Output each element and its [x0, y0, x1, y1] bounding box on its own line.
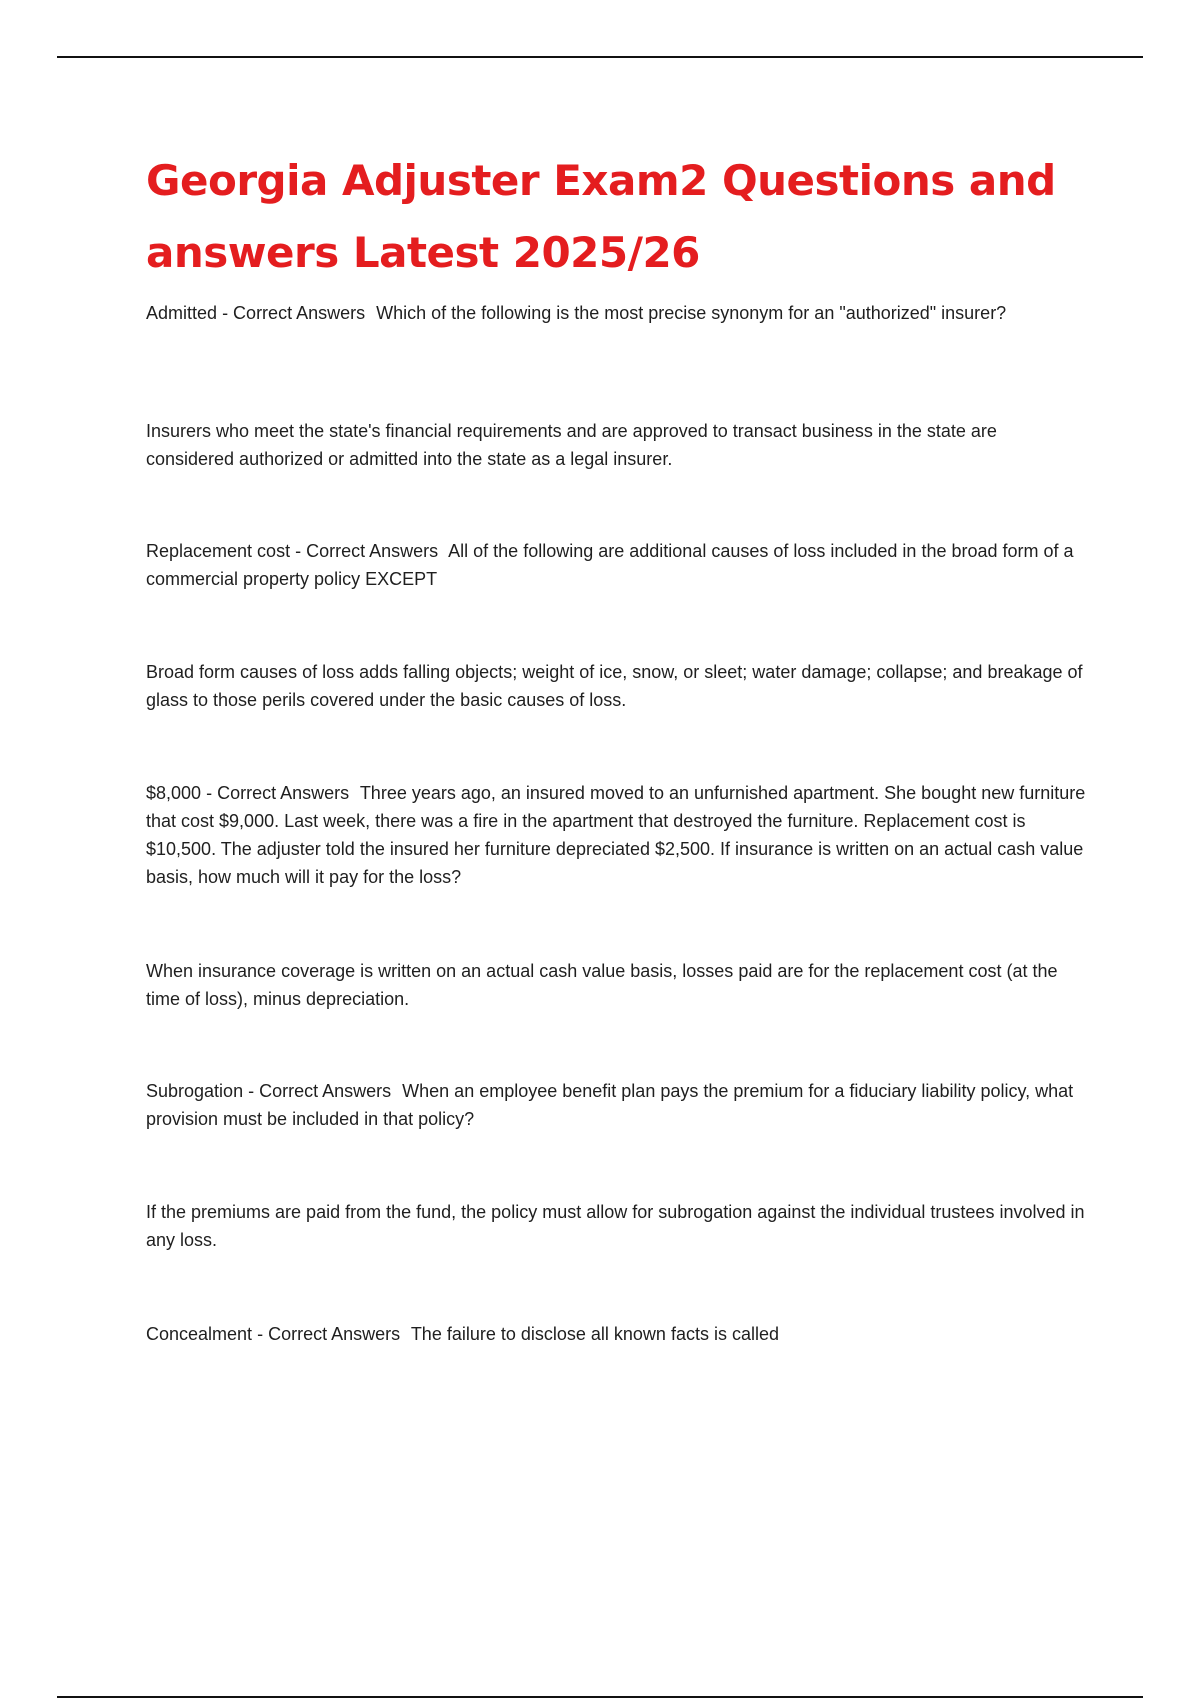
answer-text: $8,000: [146, 783, 202, 803]
qa-entry-2-question-line: [146, 537, 1086, 593]
qa-entry-4-question-line: [146, 1077, 1086, 1133]
document-title: Georgia Adjuster Exam2 Questions and answers Latest 2025/26: [146, 156, 1056, 277]
qa-entry-2-explanation: [146, 658, 1086, 714]
correct-answers-marker: - Correct Answers: [295, 541, 439, 561]
correct-answers-marker: - Correct Answers: [222, 303, 366, 323]
answer-text: Admitted: [146, 303, 218, 323]
qa-entry-5: [146, 1320, 1086, 1348]
qa-entry-4-explanation: [146, 1198, 1086, 1254]
qa-entry-1-question-line: [146, 299, 1086, 327]
qa-entry-4: [146, 1077, 1086, 1133]
qa-entry-3: [146, 779, 1086, 891]
top-rule: [57, 56, 1143, 58]
question-text: The failure to disclose all known facts is called: [410, 1324, 779, 1344]
bottom-rule: [57, 1696, 1143, 1698]
explanation-text: Broad form causes of loss adds falling objects; weight of ice, snow, or sleet; water damage; collapse; and breakage of glass to those perils covered under the basic causes of loss.: [146, 662, 1083, 710]
correct-answers-marker: - Correct Answers: [206, 783, 350, 803]
question-text: Three years ago, an insured moved to an unfurnished apartment. She bought new furniture that cost $9,000. Last week, there was a fire in the apartment that destroyed the furniture. Replacement cost is $10,500. The adjuster told the insured her furniture depreciated $2,500. If insurance is written on an actual cash value basis, how much will it pay for the loss?: [146, 783, 1086, 887]
correct-answers-marker: - Correct Answers: [257, 1324, 401, 1344]
answer-text: Concealment: [146, 1324, 253, 1344]
answer-text: Subrogation: [146, 1081, 244, 1101]
correct-answers-marker: - Correct Answers: [248, 1081, 392, 1101]
qa-entry-1: [146, 299, 1086, 327]
question-text: All of the following are additional causes of loss included in the broad form of a commercial property policy EXCEPT: [146, 541, 1074, 589]
explanation-text: If the premiums are paid from the fund, the policy must allow for subrogation against the individual trustees involved in any loss.: [146, 1202, 1085, 1250]
qa-entry-1-explanation: [146, 417, 1086, 473]
explanation-text: Insurers who meet the state's financial requirements and are approved to transact business in the state are considered authorized or admitted into the state as a legal insurer.: [146, 421, 997, 469]
qa-entry-3-explanation: [146, 957, 1086, 1013]
question-text: Which of the following is the most precise synonym for an "authorized" insurer?: [376, 303, 1007, 323]
qa-entry-3-question-line: [146, 779, 1086, 891]
explanation-text: When insurance coverage is written on an actual cash value basis, losses paid are for the replacement cost (at the time of loss), minus depreciation.: [146, 961, 1058, 1009]
qa-entry-2: [146, 537, 1086, 593]
question-text: When an employee benefit plan pays the premium for a fiduciary liability policy, what provision must be included in that policy?: [146, 1081, 1074, 1129]
qa-entry-5-question-line: [146, 1320, 1086, 1348]
page-content: [146, 145, 1086, 1344]
answer-text: Replacement cost: [146, 541, 291, 561]
